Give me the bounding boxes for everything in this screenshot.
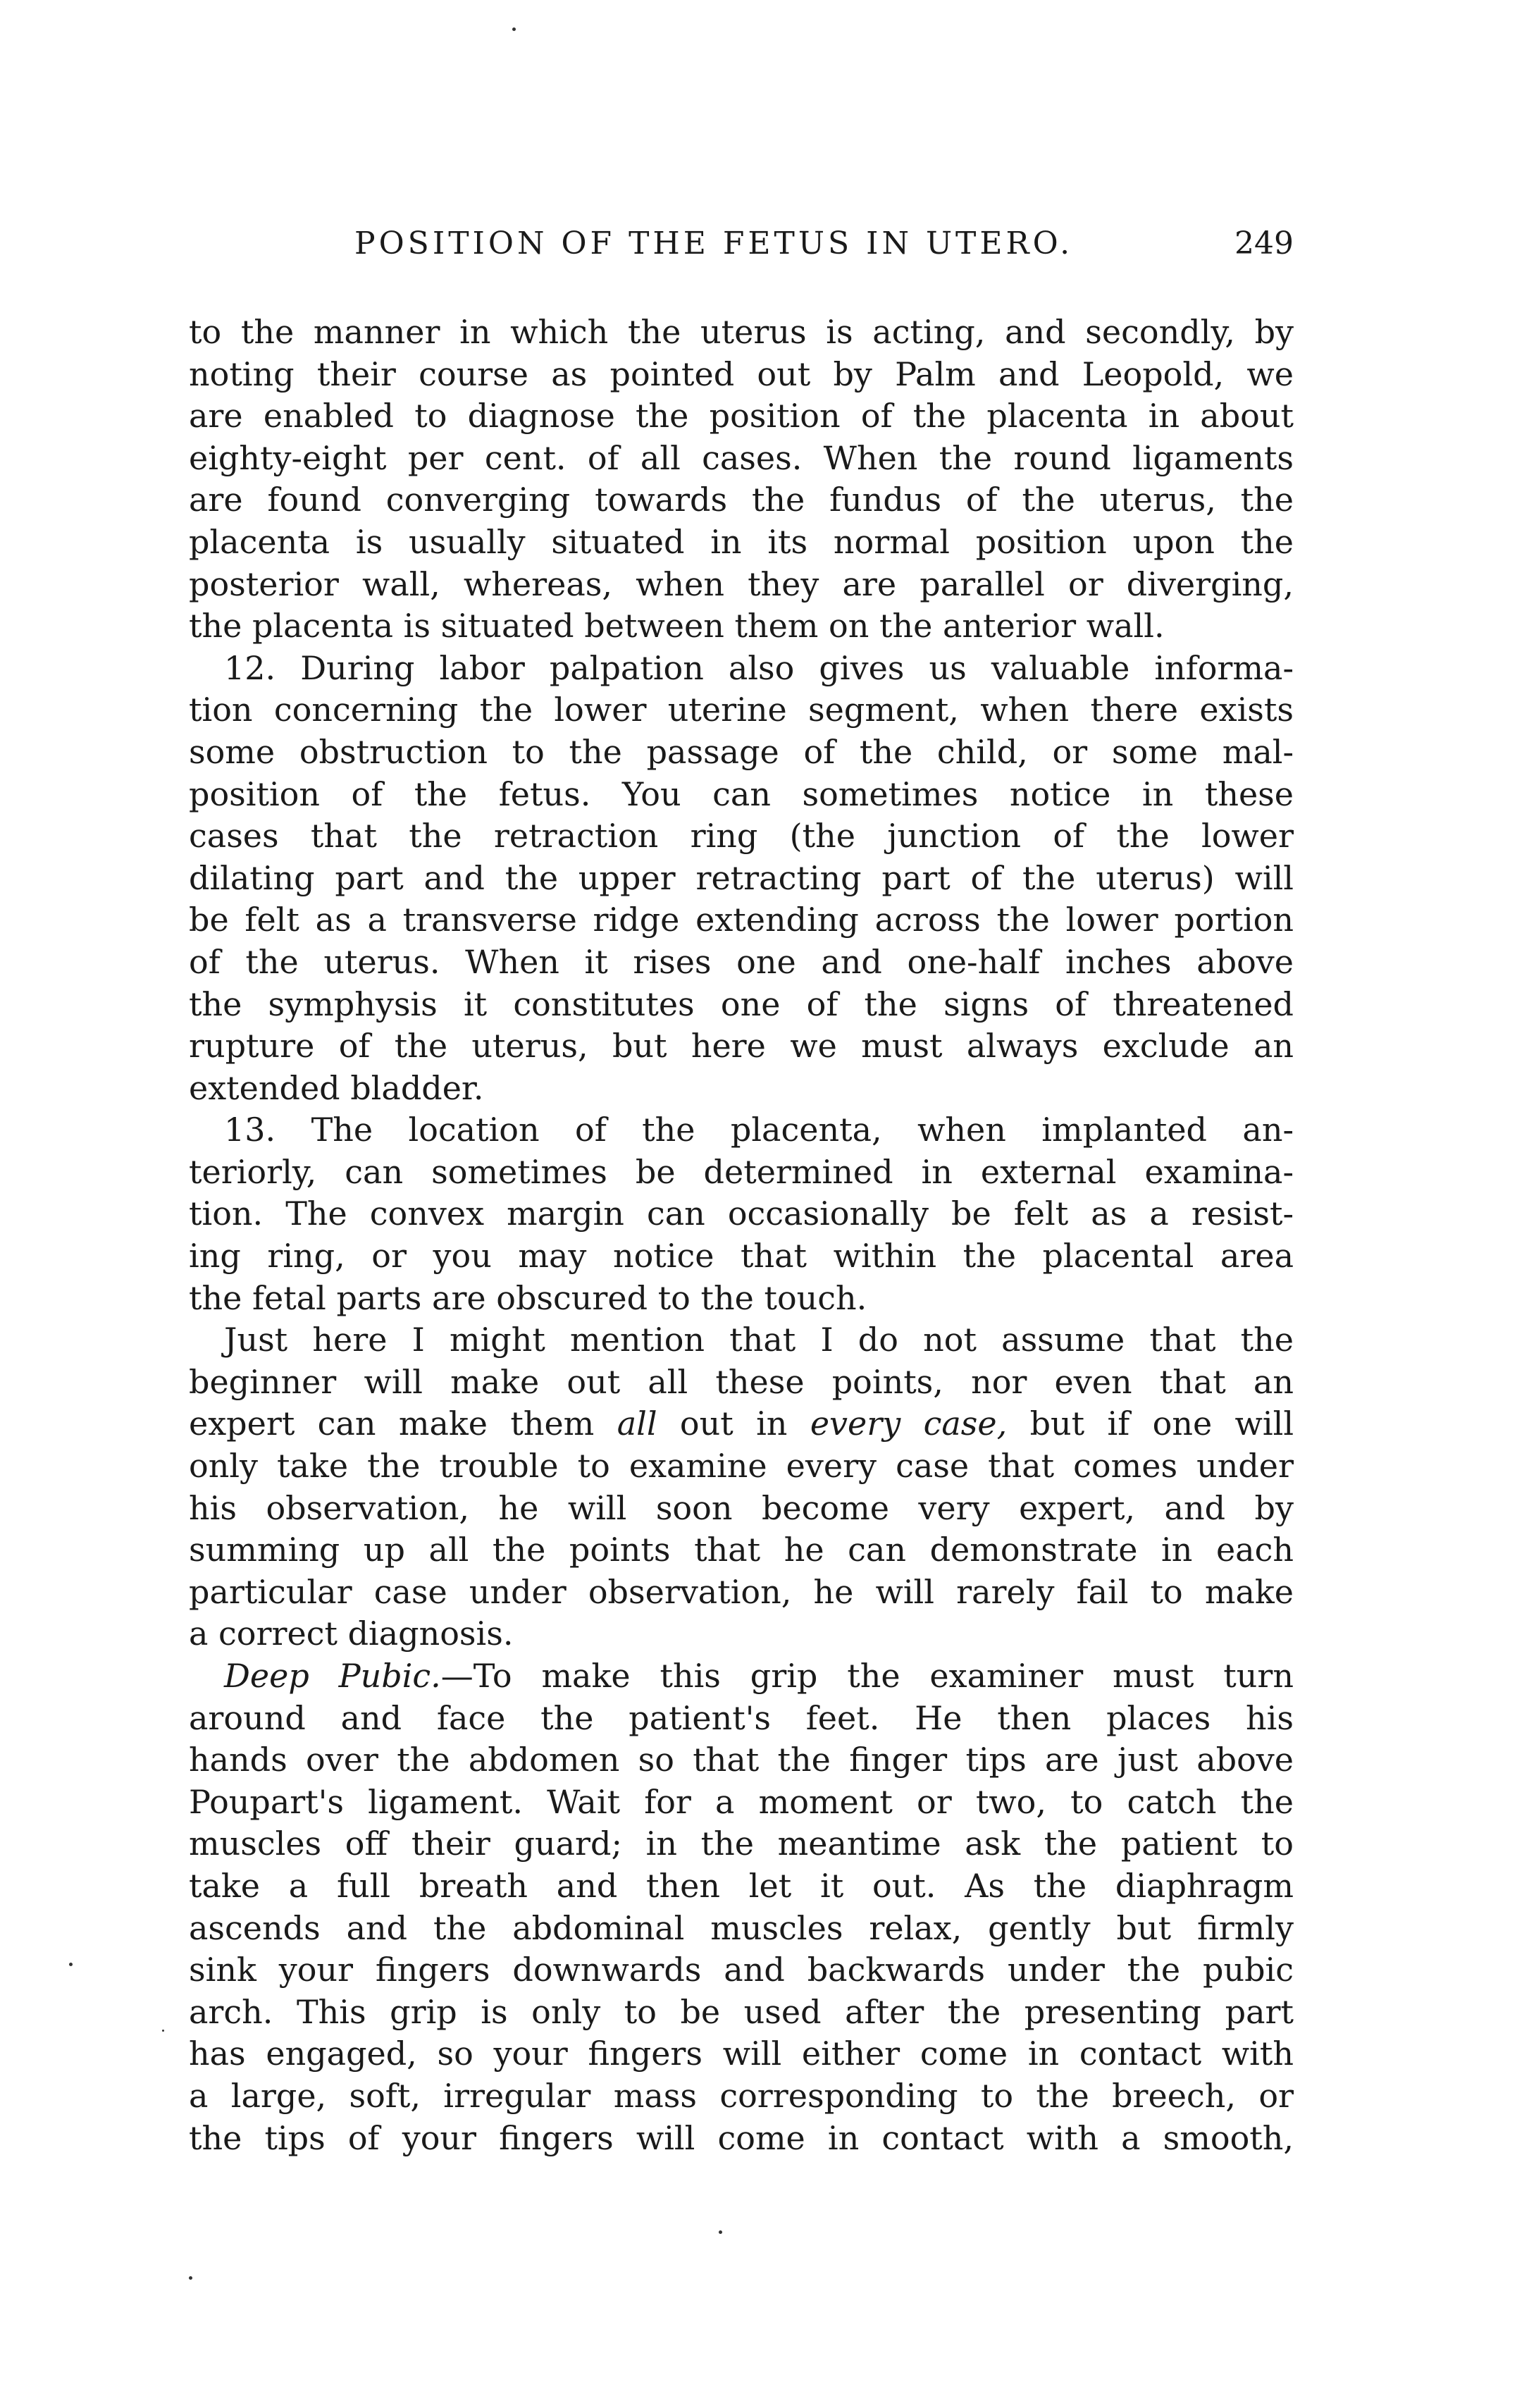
text-line: Poupart's ligament. Wait for a moment or two, to catch the <box>189 1782 1294 1821</box>
text-line: the tips of your fingers will come in contact with a smooth, <box>189 2118 1294 2157</box>
text-line: beginner will make out all these points, nor even that an <box>189 1362 1294 1401</box>
text-line: around and face the patient's feet. He then places his <box>189 1698 1294 1737</box>
text-line: ing ring, or you may notice that within the placental area <box>189 1237 1294 1276</box>
text-line: position of the fetus. You can sometimes notice in these <box>189 774 1294 813</box>
emphasis-every-case: every case, <box>810 1404 1008 1443</box>
text-line: tion. The convex margin can occasionally be felt as a resist- <box>189 1194 1294 1233</box>
text-line: of the uterus. When it rises one and one-half inches above <box>189 942 1294 981</box>
text-line: are enabled to diagnose the position of the placenta in about <box>189 397 1294 436</box>
text-line: has engaged, so your fingers will either come in contact with <box>189 2035 1294 2073</box>
text-line: posterior wall, whereas, when they are parallel or diverging, <box>189 564 1294 603</box>
page-header <box>189 220 1294 269</box>
text-line: hands over the abdomen so that the finger tips are just above <box>189 1741 1294 1779</box>
text-line: particular case under observation, he will rarely fail to make <box>189 1572 1294 1611</box>
text-line: eighty-eight per cent. of all cases. When the round ligaments <box>189 438 1294 477</box>
text-segment: —To make this grip the examiner must turn <box>440 1657 1294 1695</box>
text-line: noting their course as pointed out by Palm and Leopold, we <box>189 354 1294 393</box>
text-line: a correct diagnosis. <box>189 1614 514 1653</box>
text-line: cases that the retraction ring (the junction of the lower <box>189 817 1294 856</box>
text-line: summing up all the points that he can demonstrate in each <box>189 1531 1294 1569</box>
text-line: take a full breath and then let it out. As the diaphragm <box>189 1866 1294 1905</box>
print-speck <box>512 27 516 31</box>
text-line: are found converging towards the fundus of the uterus, the <box>189 481 1294 519</box>
page-number: 249 <box>1234 226 1294 261</box>
text-line: arch. This grip is only to be used after the presenting part <box>189 1992 1294 2031</box>
text-line: some obstruction to the passage of the child, or some mal- <box>189 732 1294 771</box>
text-line: a large, soft, irregular mass corresponding to the breech, or <box>189 2076 1294 2115</box>
text-segment: expert can make them <box>189 1404 595 1443</box>
text-line: ascends and the abdominal muscles relax, gently but firmly <box>189 1908 1294 1947</box>
text-line: the fetal parts are obscured to the touch. <box>189 1278 867 1317</box>
text-line: extended bladder. <box>189 1068 484 1107</box>
paragraph-12-start: 12. During labor palpation also gives us valuable informa- <box>224 648 1294 687</box>
text-line: be felt as a transverse ridge extending across the lower portion <box>189 901 1294 939</box>
section-heading-deep-pubic: Deep Pubic. <box>224 1657 441 1695</box>
text-line: sink your fingers downwards and backwards under the pubic <box>189 1951 1294 1989</box>
paragraph-deep-pubic-start <box>189 1655 1294 1698</box>
text-line: only take the trouble to examine every case that comes under <box>189 1447 1294 1486</box>
text-line: tion concerning the lower uterine segment, when there exists <box>189 691 1294 729</box>
text-line: placenta is usually situated in its normal position upon the <box>189 522 1294 561</box>
body-text <box>189 311 1294 2159</box>
print-speck <box>719 2230 722 2234</box>
text-line: muscles off their guard; in the meantime ask the patient to <box>189 1824 1294 1863</box>
text-segment: but if one will <box>1029 1404 1294 1443</box>
print-speck <box>162 2030 164 2032</box>
paragraph-13-start: 13. The location of the placenta, when implanted an- <box>224 1111 1294 1149</box>
text-line: the placenta is situated between them on the anterior wall. <box>189 607 1165 646</box>
print-speck <box>69 1963 73 1966</box>
text-segment: out in <box>679 1404 788 1443</box>
text-line: the symphysis it constitutes one of the signs of threatened <box>189 984 1294 1023</box>
running-title: POSITION OF THE FETUS IN UTERO. <box>354 226 1074 261</box>
print-speck <box>189 2276 192 2280</box>
text-line: teriorly, can sometimes be determined in external examina- <box>189 1152 1294 1191</box>
text-line: to the manner in which the uterus is acting, and secondly, by <box>189 313 1294 351</box>
text-line: rupture of the uterus, but here we must always exclude an <box>189 1027 1294 1066</box>
text-line: his observation, he will soon become very expert, and by <box>189 1488 1294 1527</box>
paragraph-just-here-start: Just here I might mention that I do not assume that the <box>224 1321 1294 1359</box>
text-line: dilating part and the upper retracting part of the uterus) will <box>189 858 1294 897</box>
emphasis-all: all <box>617 1404 657 1443</box>
text-line-with-emphasis <box>189 1403 1294 1445</box>
